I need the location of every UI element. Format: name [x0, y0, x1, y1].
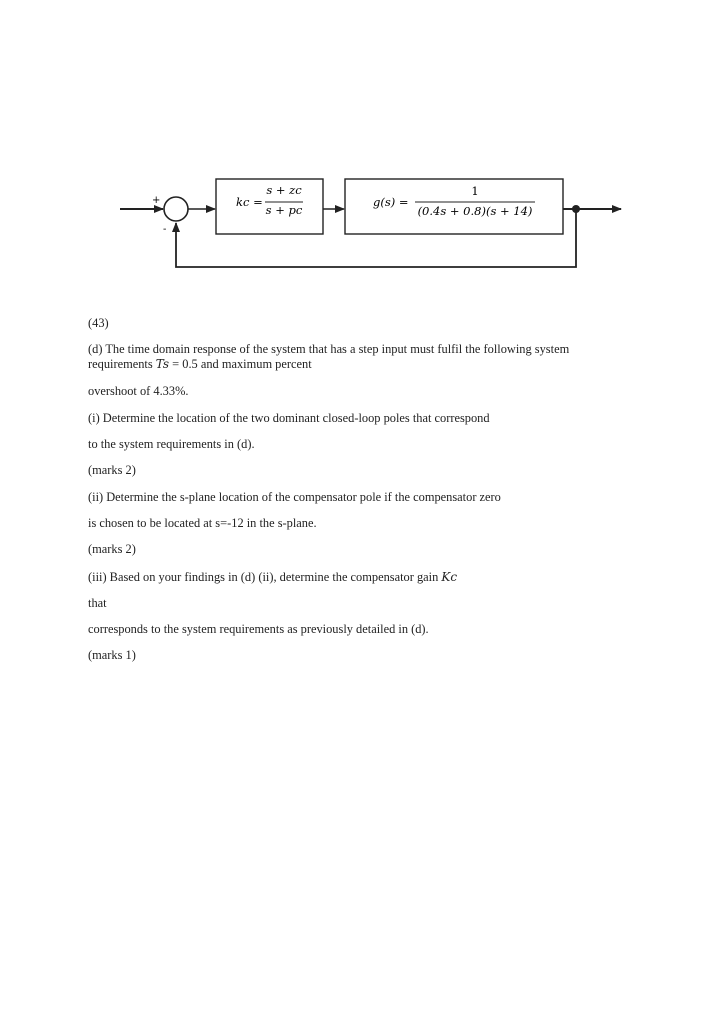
- overshoot-line: overshoot of 4.33%.: [88, 384, 189, 398]
- part-i-line2: to the system requirements in (d).: [88, 437, 255, 451]
- ts-symbol: Ts: [155, 357, 170, 371]
- kc-symbol: Kc: [441, 570, 458, 584]
- part-ii-line1: (ii) Determine the s-plane location of the compensator pole if the compensator zero: [88, 490, 501, 504]
- part-iii-text: (iii) Based on your findings in (d) (ii), determine the compensator gain: [88, 570, 442, 584]
- block-diagram: [0, 0, 724, 300]
- compensator-numerator: s + zc: [266, 183, 302, 197]
- part-d-text-1: (d) The time domain response of the system that has a step input must fulfil the following system requirements: [88, 342, 570, 371]
- plant-lhs: g(s) =: [373, 195, 409, 209]
- part-ii-marks: (marks 2): [88, 542, 136, 556]
- part-iii-line3: corresponds to the system requirements as previously detailed in (d).: [88, 622, 429, 636]
- question-number: (43): [88, 316, 109, 330]
- part-iii-marks: (marks 1): [88, 648, 136, 662]
- part-i-line1: (i) Determine the location of the two dominant closed-loop poles that correspond: [88, 411, 490, 425]
- plant-denominator: (0.4s + 0.8)(s + 14): [417, 204, 533, 218]
- sum-plus-sign: +: [152, 195, 161, 206]
- part-d-text-2: = 0.5 and maximum percent: [169, 357, 312, 371]
- part-ii-line2: is chosen to be located at s=-12 in the s-plane.: [88, 516, 317, 530]
- compensator-lhs: kc =: [236, 195, 263, 209]
- compensator-denominator: s + pc: [265, 203, 303, 217]
- plant-numerator: 1: [471, 184, 479, 198]
- part-iii-line2: that: [88, 596, 107, 610]
- summing-junction: [164, 197, 188, 221]
- part-iii-line1: [88, 570, 628, 585]
- sum-minus-sign: -: [163, 224, 167, 235]
- part-d-statement: [88, 342, 628, 372]
- part-i-marks: (marks 2): [88, 463, 136, 477]
